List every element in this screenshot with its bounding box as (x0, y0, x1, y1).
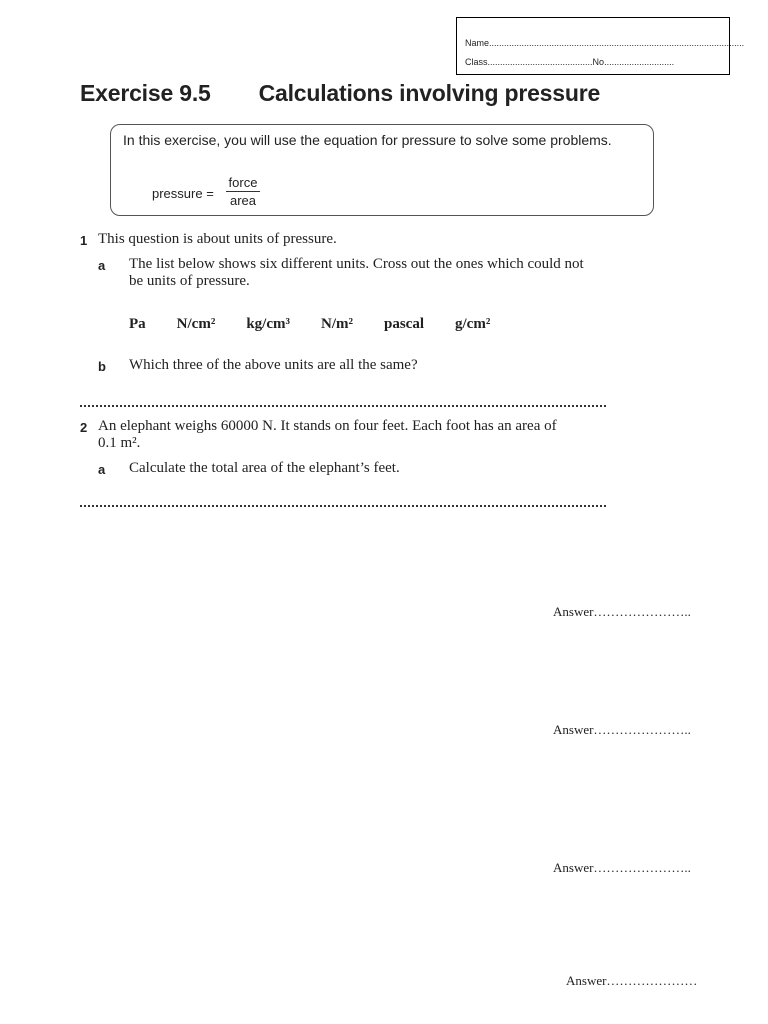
question-1b-label: b (98, 359, 106, 374)
unit-item[interactable]: kg/cm³ (246, 316, 290, 332)
intro-box (110, 124, 654, 216)
no-dots: ............................ (604, 57, 675, 67)
fraction-numerator: force (228, 175, 258, 190)
unit-item[interactable]: N/cm² (176, 316, 216, 332)
exercise-number: Exercise 9.5 (80, 80, 211, 106)
answer-field-4[interactable]: Answer………………… (566, 973, 698, 988)
unit-item[interactable]: pascal (384, 316, 425, 332)
class-dots: .......................................... (487, 57, 593, 67)
answer-field-2[interactable]: Answer………………….. (553, 722, 691, 737)
question-2-text-line1: An elephant weighs 60000 N. It stands on four feet. Each foot has an area of (98, 418, 557, 434)
name-class-box (456, 17, 745, 75)
equation-label: pressure = (152, 186, 214, 201)
answer-line-1b[interactable] (80, 405, 606, 407)
exercise-topic: Calculations involving pressure (258, 80, 601, 106)
page-title (80, 80, 600, 107)
no-label: No (592, 57, 605, 67)
fraction-bar (226, 191, 260, 192)
question-2a-text: Calculate the total area of the elephant’s feet. (129, 460, 400, 476)
name-label: Name (465, 38, 490, 48)
unit-item[interactable]: g/cm² (455, 316, 491, 332)
name-dots: ...................................................................................................... (489, 38, 745, 48)
question-1-text: This question is about units of pressure. (98, 231, 337, 247)
question-1a-text-line1: The list below shows six different units. Cross out the ones which could not (129, 256, 584, 272)
fraction-denominator: area (229, 193, 257, 208)
unit-item[interactable]: Pa (129, 316, 146, 332)
answer-field-3[interactable]: Answer………………….. (553, 860, 691, 875)
units-list (129, 316, 521, 333)
class-label: Class (465, 57, 488, 67)
answer-line-2a[interactable] (80, 505, 606, 507)
question-2a-label: a (98, 462, 106, 477)
name-row[interactable] (465, 38, 744, 48)
intro-text: In this exercise, you will use the equation for pressure to solve some problems. (123, 132, 612, 148)
question-1a-label: a (98, 258, 106, 273)
question-2-text-line2: 0.1 m². (98, 435, 141, 451)
unit-item[interactable]: N/m² (321, 316, 353, 332)
question-1b-text: Which three of the above units are all the same? (129, 357, 418, 373)
question-1-number: 1 (80, 233, 88, 248)
answer-field-1[interactable]: Answer………………….. (553, 604, 691, 619)
class-row[interactable] (465, 57, 674, 67)
equation-fraction (226, 175, 260, 208)
question-1a-text-line2: be units of pressure. (129, 273, 250, 289)
question-2-number: 2 (80, 420, 88, 435)
